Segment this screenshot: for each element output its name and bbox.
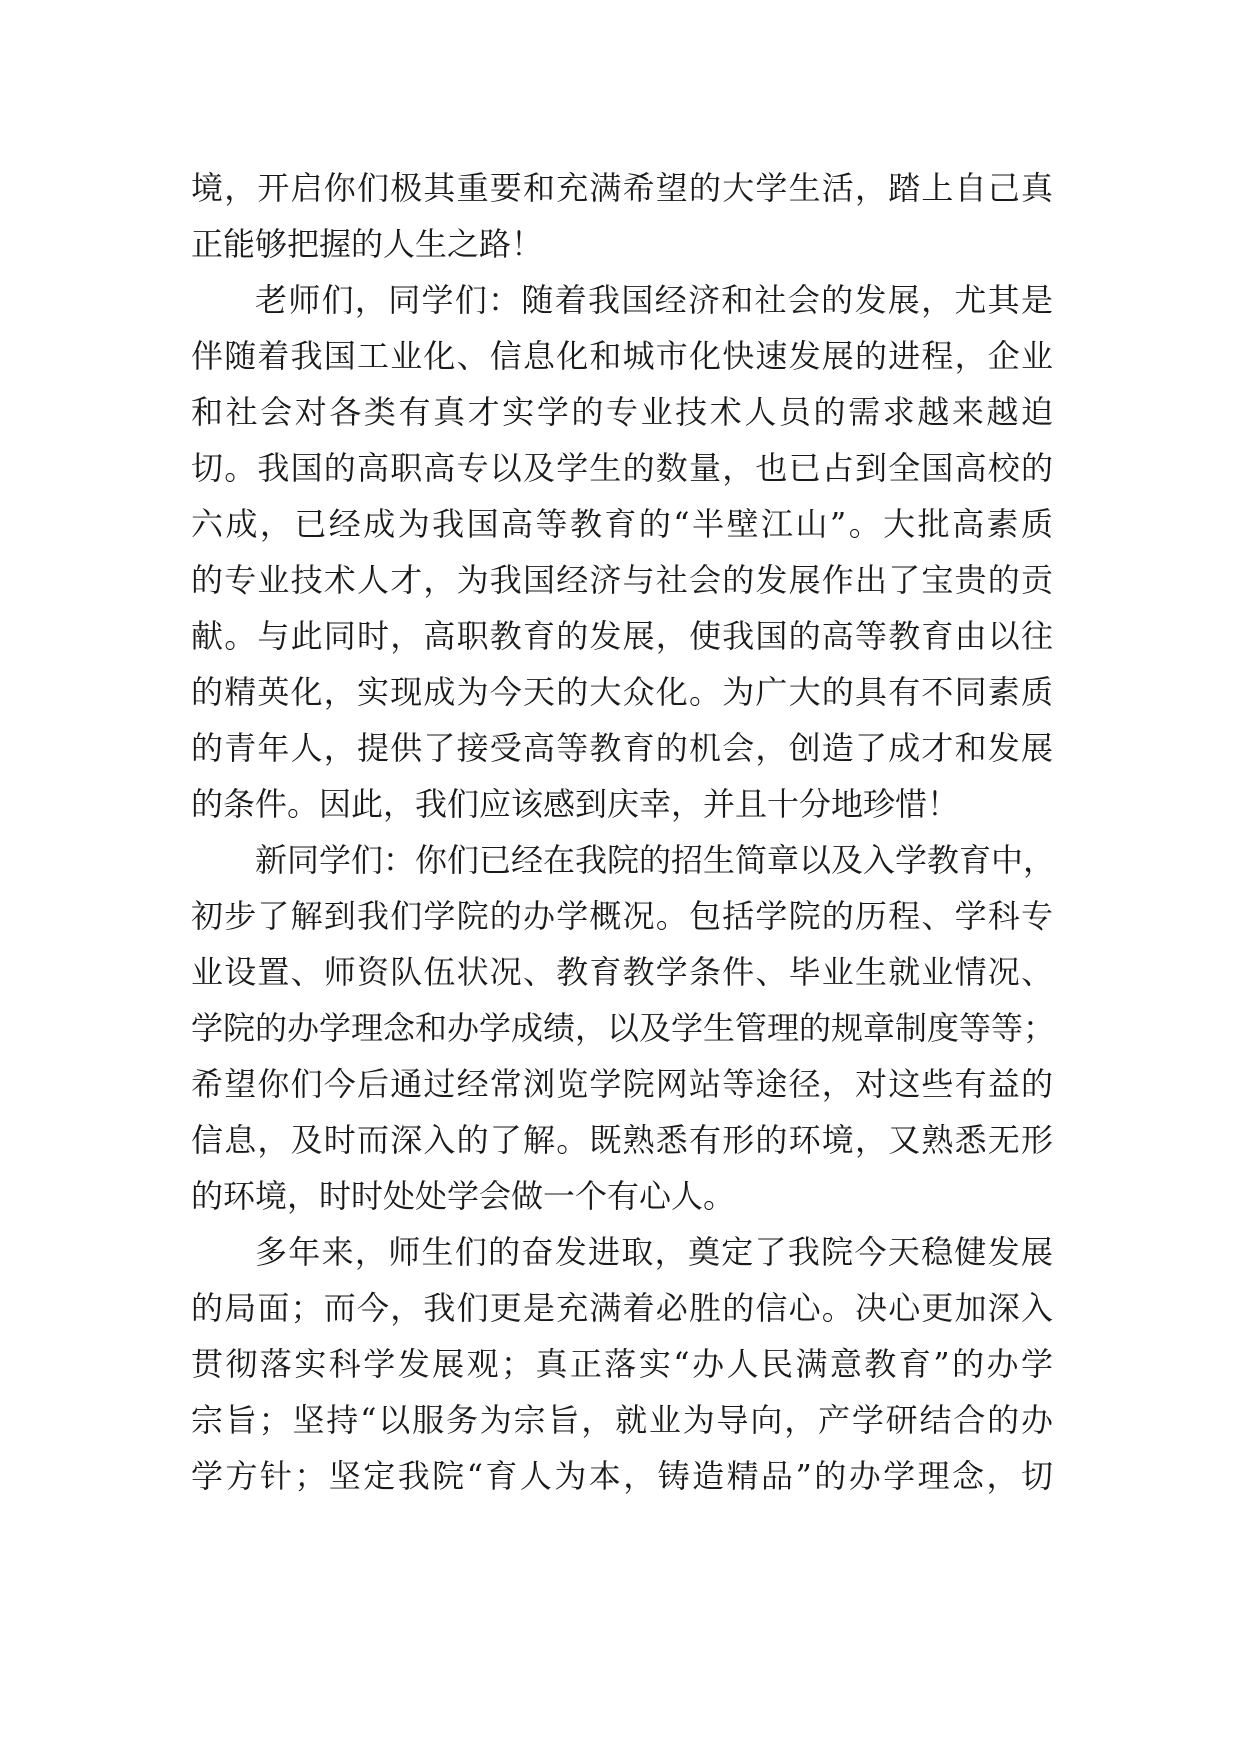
text-line: 新同学们：你们已经在我院的招生简章以及入学教育中，	[255, 841, 1056, 879]
text-line: 老师们，同学们：随着我国经济和社会的发展，尤其是	[255, 281, 1053, 319]
text-line: 的条件。因此，我们应该感到庆幸，并且十分地珍惜！	[191, 785, 960, 823]
text-line: 六成，已经成为我国高等教育的“半壁江山”。大批高素质	[191, 505, 1053, 543]
text-line: 的局面；而今，我们更是充满着必胜的信心。决心更加深入	[191, 1289, 1053, 1327]
text-line: 学院的办学理念和办学成绩，以及学生管理的规章制度等等；	[191, 1009, 1056, 1047]
text-line: 的环境，时时处处学会做一个有心人。	[191, 1177, 736, 1215]
body-text	[191, 160, 1056, 1504]
text-line: 学方针；坚定我院“育人为本，铸造精品”的办学理念，切	[191, 1457, 1053, 1495]
text-line: 信息，及时而深入的了解。既熟悉有形的环境，又熟悉无形	[191, 1121, 1053, 1159]
text-line: 的专业技术人才，为我国经济与社会的发展作出了宝贵的贡	[191, 561, 1053, 599]
text-line: 多年来，师生们的奋发进取，奠定了我院今天稳健发展	[255, 1233, 1053, 1271]
text-line: 的青年人，提供了接受高等教育的机会，创造了成才和发展	[191, 729, 1053, 767]
text-line: 宗旨；坚持“以服务为宗旨，就业为导向，产学研结合的办	[191, 1401, 1053, 1439]
text-line: 贯彻落实科学发展观；真正落实“办人民满意教育”的办学	[191, 1345, 1053, 1383]
text-line: 正能够把握的人生之路！	[191, 225, 544, 263]
text-line: 境，开启你们极其重要和充满希望的大学生活，踏上自己真	[191, 169, 1053, 207]
text-line: 切。我国的高职高专以及学生的数量，也已占到全国高校的	[191, 449, 1053, 487]
text-line: 希望你们今后通过经常浏览学院网站等途径，对这些有益的	[191, 1065, 1053, 1103]
text-line: 初步了解到我们学院的办学概况。包括学院的历程、学科专	[191, 897, 1053, 935]
text-line: 业设置、师资队伍状况、教育教学条件、毕业生就业情况、	[191, 953, 1053, 991]
text-line: 的精英化，实现成为今天的大众化。为广大的具有不同素质	[191, 673, 1053, 711]
text-line: 和社会对各类有真才实学的专业技术人员的需求越来越迫	[191, 393, 1053, 431]
text-line: 伴随着我国工业化、信息化和城市化快速发展的进程，企业	[191, 337, 1053, 375]
text-line: 献。与此同时，高职教育的发展，使我国的高等教育由以往	[191, 617, 1053, 655]
